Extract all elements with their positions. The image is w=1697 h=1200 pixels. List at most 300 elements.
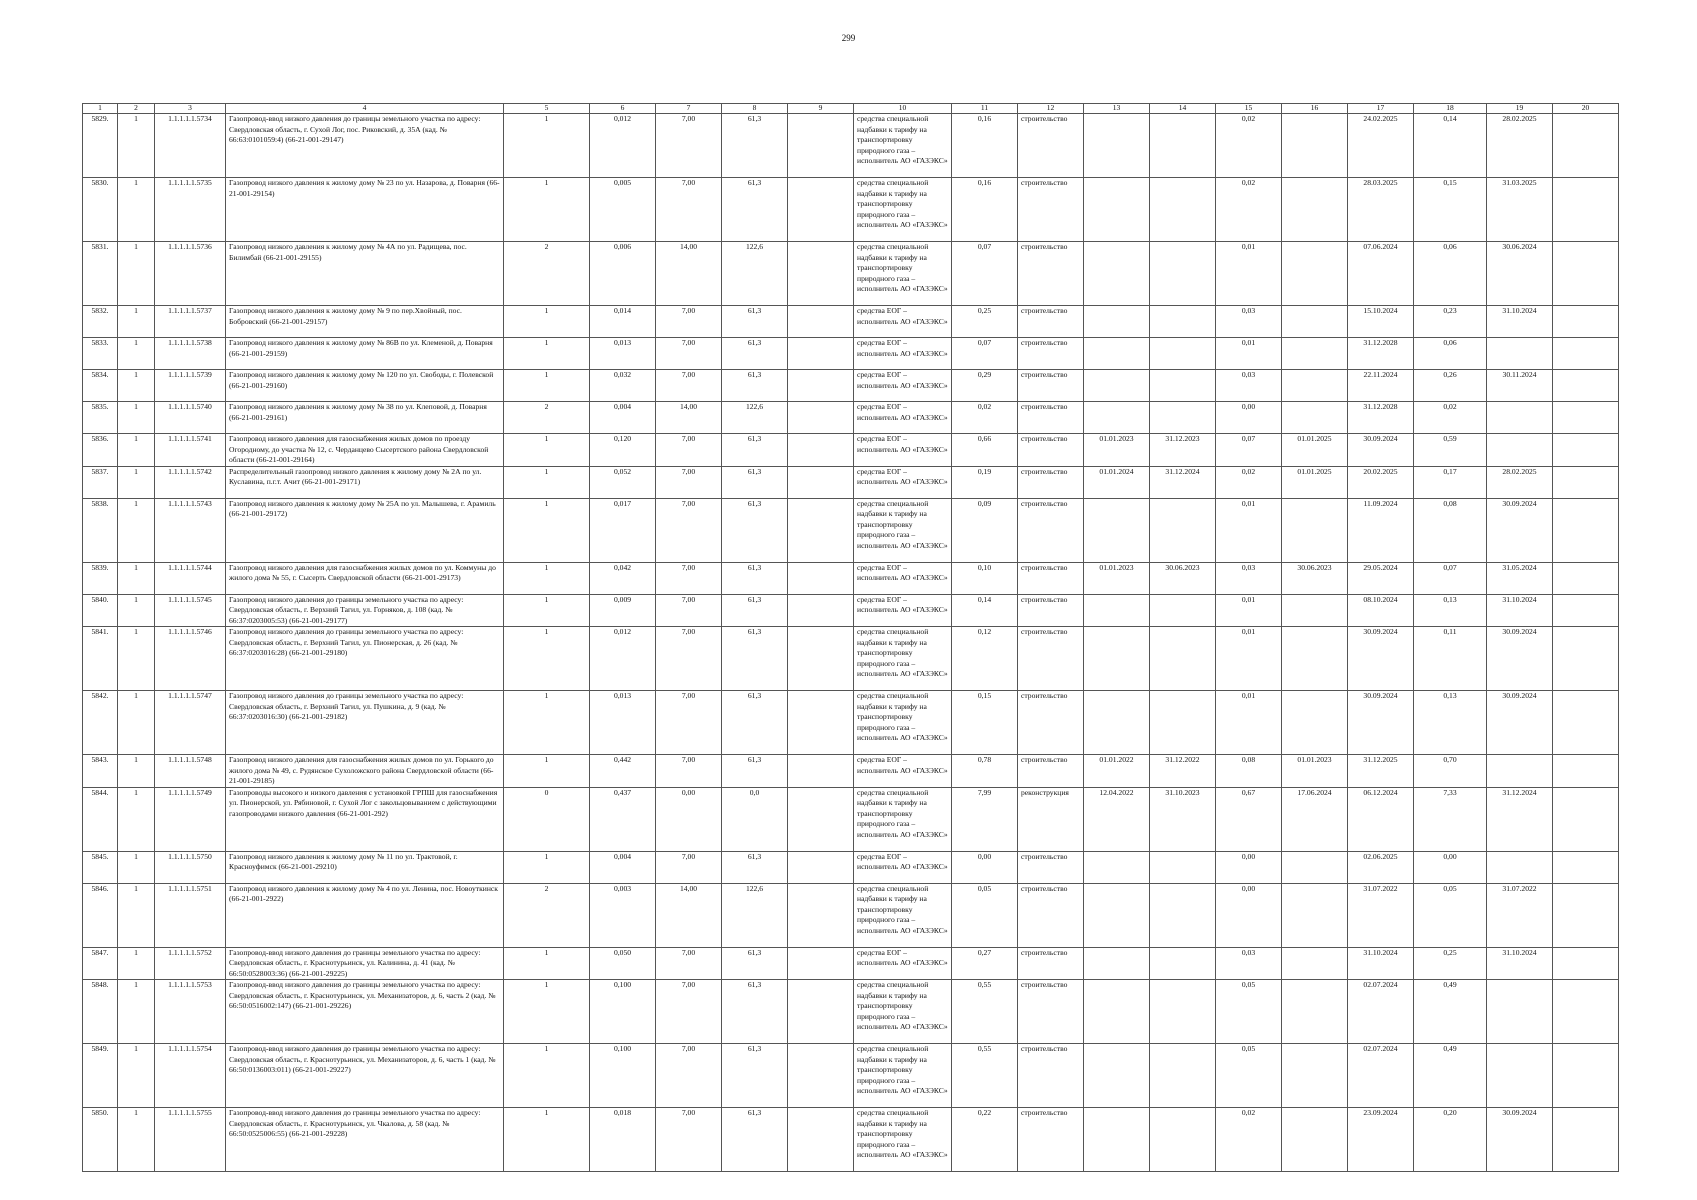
cell-col-17: 30.09.2024 bbox=[1348, 691, 1414, 755]
column-header-5: 5 bbox=[504, 104, 590, 114]
cell-col-15: 0,02 bbox=[1216, 1108, 1282, 1172]
cell-col-4: Газопровод низкого давления до границы земельного участка по адресу: Свердловская область, г. Верхний Тагил, ул. Пушкина, д. 9 (кад. № 66:37:0203016:30) (66-21-001-29182) bbox=[226, 691, 504, 755]
cell-col-18: 0,02 bbox=[1414, 402, 1487, 434]
cell-col-11: 0,29 bbox=[952, 370, 1018, 402]
column-header-12: 12 bbox=[1018, 104, 1084, 114]
cell-col-14: 30.06.2023 bbox=[1150, 562, 1216, 594]
cell-col-7: 7,00 bbox=[656, 562, 722, 594]
cell-col-10: средства специальной надбавки к тарифу на транспортировку природного газа – исполнитель АО «ГАЗЭКС» bbox=[854, 1108, 952, 1172]
column-header-6: 6 bbox=[590, 104, 656, 114]
cell-col-13 bbox=[1084, 338, 1150, 370]
cell-col-1: 5830. bbox=[83, 178, 118, 242]
cell-col-5: 2 bbox=[504, 242, 590, 306]
cell-col-6: 0,100 bbox=[590, 1044, 656, 1108]
cell-col-20 bbox=[1553, 755, 1619, 788]
cell-col-5: 1 bbox=[504, 338, 590, 370]
cell-col-9 bbox=[788, 114, 854, 178]
cell-col-17: 23.09.2024 bbox=[1348, 1108, 1414, 1172]
cell-col-2: 1 bbox=[118, 1108, 155, 1172]
cell-col-14: 31.12.2024 bbox=[1150, 466, 1216, 498]
cell-col-5: 1 bbox=[504, 498, 590, 562]
cell-col-11: 0,66 bbox=[952, 434, 1018, 467]
table-row bbox=[83, 980, 1619, 1044]
cell-col-17: 06.12.2024 bbox=[1348, 787, 1414, 851]
cell-col-13 bbox=[1084, 883, 1150, 947]
cell-col-3: 1.1.1.1.1.5752 bbox=[155, 947, 226, 980]
cell-col-8: 61,3 bbox=[722, 1044, 788, 1108]
cell-col-19: 30.09.2024 bbox=[1487, 691, 1553, 755]
cell-col-1: 5832. bbox=[83, 306, 118, 338]
cell-col-6: 0,006 bbox=[590, 242, 656, 306]
cell-col-14: 31.10.2023 bbox=[1150, 787, 1216, 851]
cell-col-10: средства ЕОГ – исполнитель АО «ГАЗЭКС» bbox=[854, 755, 952, 788]
cell-col-15: 0,01 bbox=[1216, 498, 1282, 562]
cell-col-1: 5843. bbox=[83, 755, 118, 788]
cell-col-13 bbox=[1084, 178, 1150, 242]
cell-col-2: 1 bbox=[118, 242, 155, 306]
cell-col-10: средства ЕОГ – исполнитель АО «ГАЗЭКС» bbox=[854, 851, 952, 883]
cell-col-14 bbox=[1150, 691, 1216, 755]
cell-col-7: 7,00 bbox=[656, 755, 722, 788]
cell-col-18: 0,14 bbox=[1414, 114, 1487, 178]
column-header-20: 20 bbox=[1553, 104, 1619, 114]
cell-col-2: 1 bbox=[118, 947, 155, 980]
cell-col-6: 0,018 bbox=[590, 1108, 656, 1172]
cell-col-13 bbox=[1084, 851, 1150, 883]
cell-col-3: 1.1.1.1.1.5738 bbox=[155, 338, 226, 370]
cell-col-15: 0,03 bbox=[1216, 306, 1282, 338]
cell-col-10: средства ЕОГ – исполнитель АО «ГАЗЭКС» bbox=[854, 402, 952, 434]
table-row bbox=[83, 691, 1619, 755]
cell-col-13 bbox=[1084, 498, 1150, 562]
table-row bbox=[83, 466, 1619, 498]
cell-col-2: 1 bbox=[118, 883, 155, 947]
cell-col-5: 1 bbox=[504, 178, 590, 242]
cell-col-16 bbox=[1282, 691, 1348, 755]
cell-col-18: 0,05 bbox=[1414, 883, 1487, 947]
cell-col-11: 0,55 bbox=[952, 1044, 1018, 1108]
cell-col-19 bbox=[1487, 1044, 1553, 1108]
cell-col-18: 0,17 bbox=[1414, 466, 1487, 498]
cell-col-1: 5842. bbox=[83, 691, 118, 755]
cell-col-14 bbox=[1150, 338, 1216, 370]
cell-col-10: средства специальной надбавки к тарифу на транспортировку природного газа – исполнитель АО «ГАЗЭКС» bbox=[854, 114, 952, 178]
cell-col-13: 01.01.2023 bbox=[1084, 562, 1150, 594]
cell-col-15: 0,01 bbox=[1216, 594, 1282, 627]
cell-col-8: 61,3 bbox=[722, 1108, 788, 1172]
cell-col-2: 1 bbox=[118, 114, 155, 178]
cell-col-2: 1 bbox=[118, 370, 155, 402]
cell-col-4: Газопровод низкого давления до границы земельного участка по адресу: Свердловская область, г. Верхний Тагил, ул. Горняков, д. 108 (кад. № 66:37:0203005:53) (66-21-001-29177) bbox=[226, 594, 504, 627]
cell-col-3: 1.1.1.1.1.5751 bbox=[155, 883, 226, 947]
cell-col-20 bbox=[1553, 787, 1619, 851]
cell-col-20 bbox=[1553, 306, 1619, 338]
cell-col-12: строительство bbox=[1018, 466, 1084, 498]
cell-col-4: Газопровод низкого давления к жилому дому № 4 по ул. Ленина, пос. Новоуткинск (66-21-001-2922) bbox=[226, 883, 504, 947]
cell-col-6: 0,442 bbox=[590, 755, 656, 788]
cell-col-12: строительство bbox=[1018, 402, 1084, 434]
column-header-11: 11 bbox=[952, 104, 1018, 114]
cell-col-5: 1 bbox=[504, 562, 590, 594]
cell-col-13 bbox=[1084, 980, 1150, 1044]
cell-col-17: 02.07.2024 bbox=[1348, 1044, 1414, 1108]
cell-col-15: 0,01 bbox=[1216, 242, 1282, 306]
cell-col-2: 1 bbox=[118, 851, 155, 883]
cell-col-20 bbox=[1553, 114, 1619, 178]
cell-col-5: 1 bbox=[504, 114, 590, 178]
cell-col-18: 7,33 bbox=[1414, 787, 1487, 851]
cell-col-19 bbox=[1487, 434, 1553, 467]
cell-col-15: 0,01 bbox=[1216, 691, 1282, 755]
cell-col-17: 31.12.2028 bbox=[1348, 338, 1414, 370]
cell-col-7: 7,00 bbox=[656, 1108, 722, 1172]
cell-col-10: средства специальной надбавки к тарифу на транспортировку природного газа – исполнитель АО «ГАЗЭКС» bbox=[854, 883, 952, 947]
cell-col-19: 31.12.2024 bbox=[1487, 787, 1553, 851]
cell-col-19: 28.02.2025 bbox=[1487, 114, 1553, 178]
cell-col-15: 0,03 bbox=[1216, 370, 1282, 402]
cell-col-16: 01.01.2025 bbox=[1282, 466, 1348, 498]
cell-col-13 bbox=[1084, 1108, 1150, 1172]
cell-col-18: 0,26 bbox=[1414, 370, 1487, 402]
cell-col-5: 1 bbox=[504, 594, 590, 627]
cell-col-15: 0,00 bbox=[1216, 402, 1282, 434]
cell-col-9 bbox=[788, 1108, 854, 1172]
cell-col-14 bbox=[1150, 1044, 1216, 1108]
cell-col-8: 61,3 bbox=[722, 178, 788, 242]
cell-col-17: 29.05.2024 bbox=[1348, 562, 1414, 594]
cell-col-20 bbox=[1553, 338, 1619, 370]
cell-col-5: 1 bbox=[504, 1108, 590, 1172]
cell-col-20 bbox=[1553, 947, 1619, 980]
column-header-9: 9 bbox=[788, 104, 854, 114]
cell-col-1: 5836. bbox=[83, 434, 118, 467]
cell-col-10: средства специальной надбавки к тарифу на транспортировку природного газа – исполнитель АО «ГАЗЭКС» bbox=[854, 178, 952, 242]
cell-col-5: 2 bbox=[504, 402, 590, 434]
cell-col-7: 7,00 bbox=[656, 627, 722, 691]
cell-col-11: 0,07 bbox=[952, 338, 1018, 370]
cell-col-17: 30.09.2024 bbox=[1348, 627, 1414, 691]
cell-col-8: 61,3 bbox=[722, 306, 788, 338]
column-number-row bbox=[83, 104, 1619, 114]
cell-col-16 bbox=[1282, 627, 1348, 691]
cell-col-4: Газопровод низкого давления для газоснабжения жилых домов по ул. Горького до жилого дома № 49, с. Рудянское Сухоложского района Свердловской области (66-21-001-29185) bbox=[226, 755, 504, 788]
cell-col-15: 0,05 bbox=[1216, 980, 1282, 1044]
cell-col-7: 14,00 bbox=[656, 883, 722, 947]
cell-col-2: 1 bbox=[118, 498, 155, 562]
cell-col-6: 0,052 bbox=[590, 466, 656, 498]
cell-col-14 bbox=[1150, 370, 1216, 402]
cell-col-13: 12.04.2022 bbox=[1084, 787, 1150, 851]
cell-col-3: 1.1.1.1.1.5741 bbox=[155, 434, 226, 467]
cell-col-15: 0,03 bbox=[1216, 947, 1282, 980]
cell-col-6: 0,012 bbox=[590, 114, 656, 178]
cell-col-7: 7,00 bbox=[656, 498, 722, 562]
cell-col-18: 0,49 bbox=[1414, 1044, 1487, 1108]
page-number: 299 bbox=[841, 33, 856, 43]
cell-col-4: Газопровод низкого давления до границы земельного участка по адресу: Свердловская область, г. Верхний Тагил, ул. Пионерская, д. 26 (кад. № 66:37:0203016:28) (66-21-001-29180) bbox=[226, 627, 504, 691]
cell-col-11: 0,00 bbox=[952, 851, 1018, 883]
cell-col-2: 1 bbox=[118, 178, 155, 242]
cell-col-4: Газопровод-ввод низкого давления до границы земельного участка по адресу: Свердловская область, г. Краснотурьинск, ул. Механизаторов, д. 6, часть 2 (кад. № 66:50:0516002:147) (66-21-001-29226) bbox=[226, 980, 504, 1044]
cell-col-19: 28.02.2025 bbox=[1487, 466, 1553, 498]
cell-col-4: Газопровод низкого давления к жилому дому № 23 по ул. Назарова, д. Поварня (66-21-001-29154) bbox=[226, 178, 504, 242]
cell-col-4: Газопровод-ввод низкого давления до границы земельного участка по адресу: Свердловская область, г. Краснотурьинск, ул. Калинина, д. 41 (кад. № 66:50:0528003:36) (66-21-001-29225) bbox=[226, 947, 504, 980]
cell-col-18: 0,25 bbox=[1414, 947, 1487, 980]
cell-col-2: 1 bbox=[118, 691, 155, 755]
cell-col-20 bbox=[1553, 1108, 1619, 1172]
cell-col-12: строительство bbox=[1018, 980, 1084, 1044]
cell-col-15: 0,00 bbox=[1216, 883, 1282, 947]
cell-col-12: строительство bbox=[1018, 594, 1084, 627]
cell-col-4: Газопровод низкого давления к жилому дому № 4А по ул. Радищева, пос. Билимбай (66-21-001-29155) bbox=[226, 242, 504, 306]
column-header-2: 2 bbox=[118, 104, 155, 114]
cell-col-12: строительство bbox=[1018, 883, 1084, 947]
cell-col-18: 0,08 bbox=[1414, 498, 1487, 562]
cell-col-7: 7,00 bbox=[656, 306, 722, 338]
cell-col-9 bbox=[788, 434, 854, 467]
cell-col-5: 1 bbox=[504, 947, 590, 980]
table-row bbox=[83, 434, 1619, 467]
cell-col-3: 1.1.1.1.1.5748 bbox=[155, 755, 226, 788]
cell-col-6: 0,100 bbox=[590, 980, 656, 1044]
cell-col-8: 61,3 bbox=[722, 466, 788, 498]
table-body bbox=[83, 114, 1619, 1172]
table-row bbox=[83, 755, 1619, 788]
cell-col-5: 1 bbox=[504, 627, 590, 691]
cell-col-12: строительство bbox=[1018, 562, 1084, 594]
cell-col-11: 0,15 bbox=[952, 691, 1018, 755]
cell-col-15: 0,02 bbox=[1216, 466, 1282, 498]
cell-col-19: 30.09.2024 bbox=[1487, 498, 1553, 562]
cell-col-4: Газопровод низкого давления к жилому дому № 120 по ул. Свободы, г. Полевской (66-21-001-29160) bbox=[226, 370, 504, 402]
cell-col-18: 0,13 bbox=[1414, 691, 1487, 755]
cell-col-1: 5845. bbox=[83, 851, 118, 883]
cell-col-9 bbox=[788, 1044, 854, 1108]
cell-col-8: 61,3 bbox=[722, 627, 788, 691]
cell-col-6: 0,005 bbox=[590, 178, 656, 242]
cell-col-9 bbox=[788, 178, 854, 242]
cell-col-19 bbox=[1487, 338, 1553, 370]
cell-col-6: 0,013 bbox=[590, 338, 656, 370]
cell-col-4: Газопровод-ввод низкого давления до границы земельного участка по адресу: Свердловская область, г. Краснотурьинск, ул. Чкалова, д. 58 (кад. № 66:50:0525006:55) (66-21-001-29228) bbox=[226, 1108, 504, 1172]
cell-col-16 bbox=[1282, 980, 1348, 1044]
cell-col-3: 1.1.1.1.1.5739 bbox=[155, 370, 226, 402]
cell-col-14: 31.12.2022 bbox=[1150, 755, 1216, 788]
cell-col-12: строительство bbox=[1018, 627, 1084, 691]
cell-col-16 bbox=[1282, 851, 1348, 883]
column-header-13: 13 bbox=[1084, 104, 1150, 114]
cell-col-11: 0,27 bbox=[952, 947, 1018, 980]
cell-col-5: 1 bbox=[504, 306, 590, 338]
table-row bbox=[83, 306, 1619, 338]
table-row bbox=[83, 627, 1619, 691]
column-header-3: 3 bbox=[155, 104, 226, 114]
cell-col-11: 0,22 bbox=[952, 1108, 1018, 1172]
cell-col-9 bbox=[788, 242, 854, 306]
cell-col-1: 5831. bbox=[83, 242, 118, 306]
cell-col-14 bbox=[1150, 402, 1216, 434]
cell-col-15: 0,67 bbox=[1216, 787, 1282, 851]
cell-col-4: Газопровод низкого давления к жилому дому № 38 по ул. Клеповой, д. Поварня (66-21-001-29161) bbox=[226, 402, 504, 434]
cell-col-18: 0,00 bbox=[1414, 851, 1487, 883]
cell-col-11: 7,99 bbox=[952, 787, 1018, 851]
cell-col-7: 7,00 bbox=[656, 434, 722, 467]
cell-col-19: 30.11.2024 bbox=[1487, 370, 1553, 402]
cell-col-6: 0,050 bbox=[590, 947, 656, 980]
cell-col-1: 5839. bbox=[83, 562, 118, 594]
cell-col-20 bbox=[1553, 627, 1619, 691]
cell-col-10: средства специальной надбавки к тарифу на транспортировку природного газа – исполнитель АО «ГАЗЭКС» bbox=[854, 787, 952, 851]
cell-col-10: средства специальной надбавки к тарифу на транспортировку природного газа – исполнитель АО «ГАЗЭКС» bbox=[854, 627, 952, 691]
cell-col-5: 1 bbox=[504, 691, 590, 755]
cell-col-20 bbox=[1553, 851, 1619, 883]
cell-col-9 bbox=[788, 338, 854, 370]
cell-col-15: 0,01 bbox=[1216, 338, 1282, 370]
cell-col-5: 1 bbox=[504, 434, 590, 467]
cell-col-3: 1.1.1.1.1.5736 bbox=[155, 242, 226, 306]
cell-col-15: 0,05 bbox=[1216, 1044, 1282, 1108]
cell-col-9 bbox=[788, 466, 854, 498]
table-row bbox=[83, 947, 1619, 980]
cell-col-14 bbox=[1150, 242, 1216, 306]
cell-col-20 bbox=[1553, 178, 1619, 242]
table-row bbox=[83, 883, 1619, 947]
cell-col-11: 0,16 bbox=[952, 114, 1018, 178]
cell-col-1: 5846. bbox=[83, 883, 118, 947]
cell-col-6: 0,013 bbox=[590, 691, 656, 755]
cell-col-2: 1 bbox=[118, 338, 155, 370]
cell-col-13 bbox=[1084, 627, 1150, 691]
cell-col-14 bbox=[1150, 498, 1216, 562]
cell-col-2: 1 bbox=[118, 434, 155, 467]
table-row bbox=[83, 1044, 1619, 1108]
cell-col-4: Газопровод низкого давления к жилому дому № 11 по ул. Трактовой, г. Красноуфимск (66-21-001-29210) bbox=[226, 851, 504, 883]
cell-col-3: 1.1.1.1.1.5749 bbox=[155, 787, 226, 851]
column-header-14: 14 bbox=[1150, 104, 1216, 114]
cell-col-14 bbox=[1150, 883, 1216, 947]
cell-col-20 bbox=[1553, 434, 1619, 467]
cell-col-6: 0,120 bbox=[590, 434, 656, 467]
table-row bbox=[83, 242, 1619, 306]
cell-col-17: 07.06.2024 bbox=[1348, 242, 1414, 306]
cell-col-9 bbox=[788, 370, 854, 402]
cell-col-10: средства специальной надбавки к тарифу на транспортировку природного газа – исполнитель АО «ГАЗЭКС» bbox=[854, 498, 952, 562]
cell-col-6: 0,042 bbox=[590, 562, 656, 594]
cell-col-15: 0,00 bbox=[1216, 851, 1282, 883]
table-row bbox=[83, 338, 1619, 370]
cell-col-1: 5848. bbox=[83, 980, 118, 1044]
cell-col-18: 0,20 bbox=[1414, 1108, 1487, 1172]
cell-col-12: строительство bbox=[1018, 114, 1084, 178]
cell-col-5: 0 bbox=[504, 787, 590, 851]
cell-col-12: строительство bbox=[1018, 434, 1084, 467]
cell-col-16 bbox=[1282, 242, 1348, 306]
cell-col-1: 5850. bbox=[83, 1108, 118, 1172]
cell-col-7: 7,00 bbox=[656, 1044, 722, 1108]
cell-col-12: строительство bbox=[1018, 338, 1084, 370]
cell-col-4: Газопроводы высокого и низкого давления с установкой ГРПШ для газоснабжения ул. Пионерской, ул. Рябиновой, г. Сухой Лог с закольцовыванием с действующими газопроводами низкого давления (66-21-001-292) bbox=[226, 787, 504, 851]
cell-col-7: 7,00 bbox=[656, 980, 722, 1044]
cell-col-13: 01.01.2023 bbox=[1084, 434, 1150, 467]
cell-col-13 bbox=[1084, 242, 1150, 306]
cell-col-8: 61,3 bbox=[722, 947, 788, 980]
cell-col-3: 1.1.1.1.1.5740 bbox=[155, 402, 226, 434]
cell-col-11: 0,14 bbox=[952, 594, 1018, 627]
cell-col-20 bbox=[1553, 370, 1619, 402]
cell-col-18: 0,06 bbox=[1414, 338, 1487, 370]
cell-col-17: 28.03.2025 bbox=[1348, 178, 1414, 242]
cell-col-18: 0,11 bbox=[1414, 627, 1487, 691]
cell-col-8: 61,3 bbox=[722, 980, 788, 1044]
cell-col-3: 1.1.1.1.1.5755 bbox=[155, 1108, 226, 1172]
cell-col-9 bbox=[788, 755, 854, 788]
cell-col-8: 0,0 bbox=[722, 787, 788, 851]
cell-col-3: 1.1.1.1.1.5734 bbox=[155, 114, 226, 178]
cell-col-17: 31.12.2028 bbox=[1348, 402, 1414, 434]
cell-col-7: 7,00 bbox=[656, 594, 722, 627]
cell-col-19 bbox=[1487, 851, 1553, 883]
cell-col-6: 0,004 bbox=[590, 402, 656, 434]
cell-col-11: 0,25 bbox=[952, 306, 1018, 338]
cell-col-10: средства ЕОГ – исполнитель АО «ГАЗЭКС» bbox=[854, 562, 952, 594]
cell-col-17: 08.10.2024 bbox=[1348, 594, 1414, 627]
cell-col-10: средства ЕОГ – исполнитель АО «ГАЗЭКС» bbox=[854, 594, 952, 627]
cell-col-10: средства ЕОГ – исполнитель АО «ГАЗЭКС» bbox=[854, 306, 952, 338]
column-header-18: 18 bbox=[1414, 104, 1487, 114]
cell-col-18: 0,15 bbox=[1414, 178, 1487, 242]
cell-col-19: 30.09.2024 bbox=[1487, 627, 1553, 691]
column-header-1: 1 bbox=[83, 104, 118, 114]
cell-col-2: 1 bbox=[118, 1044, 155, 1108]
cell-col-13: 01.01.2024 bbox=[1084, 466, 1150, 498]
cell-col-4: Распределительный газопровод низкого давления к жилому дому № 2А по ул. Куславина, п.г.т. Ачит (66-21-001-29171) bbox=[226, 466, 504, 498]
cell-col-1: 5835. bbox=[83, 402, 118, 434]
cell-col-3: 1.1.1.1.1.5754 bbox=[155, 1044, 226, 1108]
cell-col-5: 1 bbox=[504, 755, 590, 788]
column-header-17: 17 bbox=[1348, 104, 1414, 114]
cell-col-4: Газопровод низкого давления к жилому дому № 25А по ул. Малышева, г. Арамиль (66-21-001-29172) bbox=[226, 498, 504, 562]
cell-col-2: 1 bbox=[118, 306, 155, 338]
cell-col-14: 31.12.2023 bbox=[1150, 434, 1216, 467]
cell-col-1: 5841. bbox=[83, 627, 118, 691]
cell-col-12: строительство bbox=[1018, 370, 1084, 402]
cell-col-10: средства специальной надбавки к тарифу на транспортировку природного газа – исполнитель АО «ГАЗЭКС» bbox=[854, 1044, 952, 1108]
cell-col-9 bbox=[788, 562, 854, 594]
cell-col-7: 7,00 bbox=[656, 370, 722, 402]
cell-col-8: 61,3 bbox=[722, 562, 788, 594]
cell-col-16 bbox=[1282, 1044, 1348, 1108]
cell-col-6: 0,003 bbox=[590, 883, 656, 947]
cell-col-16 bbox=[1282, 498, 1348, 562]
cell-col-1: 5837. bbox=[83, 466, 118, 498]
cell-col-16: 17.06.2024 bbox=[1282, 787, 1348, 851]
cell-col-13 bbox=[1084, 402, 1150, 434]
cell-col-13 bbox=[1084, 691, 1150, 755]
cell-col-9 bbox=[788, 851, 854, 883]
cell-col-9 bbox=[788, 306, 854, 338]
cell-col-2: 1 bbox=[118, 627, 155, 691]
table-row bbox=[83, 498, 1619, 562]
table-row bbox=[83, 178, 1619, 242]
cell-col-19: 31.10.2024 bbox=[1487, 947, 1553, 980]
cell-col-8: 61,3 bbox=[722, 434, 788, 467]
table-row bbox=[83, 851, 1619, 883]
cell-col-9 bbox=[788, 691, 854, 755]
cell-col-15: 0,02 bbox=[1216, 178, 1282, 242]
cell-col-20 bbox=[1553, 594, 1619, 627]
table-row bbox=[83, 787, 1619, 851]
cell-col-1: 5847. bbox=[83, 947, 118, 980]
